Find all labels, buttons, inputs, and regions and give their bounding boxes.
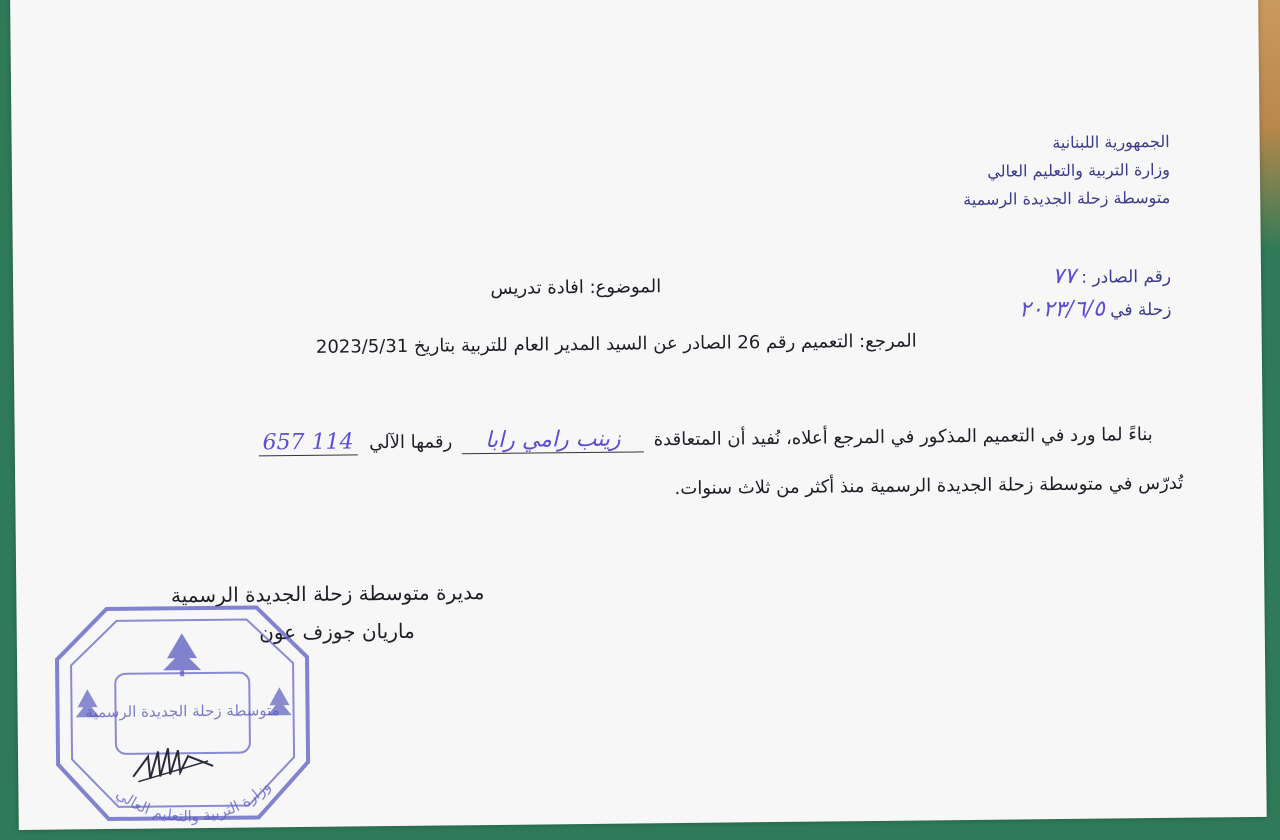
reference-line: المرجع: التعميم رقم 26 الصادر عن السيد المدير العام للتربية بتاريخ 2023/5/31 [315,330,917,358]
contractor-name: زينب رامي رابا [462,426,644,454]
issue-date-row [1019,296,1172,323]
stamp-center-text: متوسطة زحلة الجديدة الرسمية [85,701,280,722]
contractor-id-number: 114 657 [258,429,357,456]
handwritten-signature [128,736,219,787]
letterhead-republic: الجمهورية اللبنانية [1052,131,1170,153]
body-line-1 [252,421,1152,456]
cedar-icon [163,633,201,676]
letterhead [963,128,1171,214]
official-stamp [46,587,318,830]
signatory-title: مديرة متوسطة زحلة الجديدة الرسمية [170,580,485,608]
issue-number-row [1052,263,1171,289]
issue-number-label: رقم الصادر : [1081,266,1172,288]
letterhead-ministry: وزارة التربية والتعليم العالي [987,159,1171,181]
subject-line: الموضوع: افادة تدريس [490,276,662,299]
issue-number-value: ٧٧ [1052,263,1076,290]
letterhead-school: متوسطة زحلة الجديدة الرسمية [963,187,1171,210]
document-page [10,0,1267,830]
issue-date-value: ٢٠٢٣/٦/٥ [1018,296,1105,323]
signatory-name: ماريان جوزف عون [259,618,415,645]
body-line-2: تُدرّس في متوسطة زحلة الجديدة الرسمية منذ أكثر من ثلاث سنوات. [674,472,1184,500]
body-prefix: بناءً لما ورد في التعميم المذكور في المرجع أعلاه، نُفيد أن المتعاقدة [653,424,1153,451]
issue-date-label: زحلة في [1110,299,1172,321]
body-id-label: رقمها الآلي [369,431,453,454]
stamp-outer-text: وزارة التربية والتعليم العالي [112,777,275,826]
